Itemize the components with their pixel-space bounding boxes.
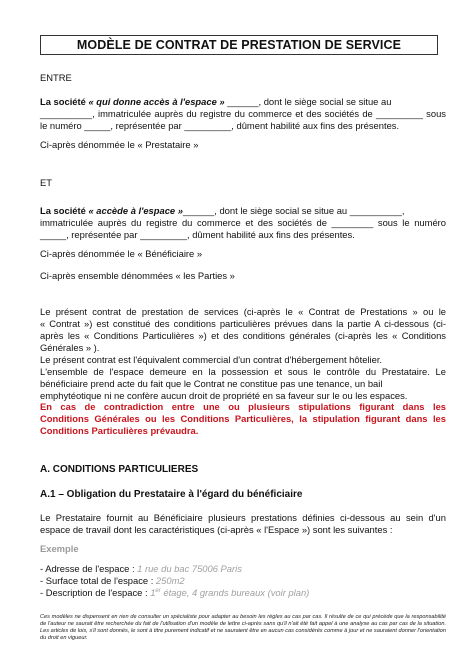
preamble-paragraph: [40, 306, 446, 402]
beneficiary-name: « accède à l'espace »: [88, 205, 183, 216]
item-label: - Adresse de l'espace :: [40, 563, 138, 574]
contradiction-clause: [40, 401, 446, 437]
preamble-line: après les « Conditions Particulières ») et des conditions générales (ci-après les « Conditions: [40, 330, 446, 341]
parties-designation: Ci-après ensemble dénommées « les Parties »: [40, 270, 235, 281]
preamble-line: L'ensemble de l'espace demeure en la possession et sous le contrôle du Prestataire. Le: [40, 366, 446, 377]
provider-line-3: le numéro _____, représentée par _________, dûment habilité aux fins des présentes.: [40, 120, 400, 131]
beneficiary-line-1: [40, 205, 446, 217]
provider-line-2: __________, immatriculée auprès du registre du commerce et des sociétés de _________ sous: [40, 108, 446, 119]
a1-line: Le Prestataire fournit au Bénéficiaire plusieurs prestations définies ci-dessous au sein d'un: [40, 512, 446, 523]
document-title: [40, 35, 438, 55]
preamble-line: « Contrat ») est constitué des conditions particulières prévues dans la partie A ci-dessous (ci-: [40, 318, 446, 329]
item-value: 250m2: [155, 575, 185, 586]
item-label: - Description de l'espace :: [40, 587, 151, 598]
provider-lead: La société: [40, 96, 86, 107]
space-details-list: [40, 563, 446, 599]
preamble-line: Le présent contrat est l'équivalent commercial d'un contrat d'hébergement hôtelier.: [40, 354, 383, 365]
item-ordinal-suffix: er: [155, 587, 161, 594]
provider-name: « qui donne accès à l'espace »: [88, 96, 225, 107]
beneficiary-line-1-rest: ______, dont le siège social se situe au __________,: [182, 205, 405, 216]
provider-line-1-rest: ______, dont le siège social se situe au: [224, 96, 392, 107]
entre-label: ENTRE: [40, 72, 72, 83]
beneficiary-lead: La société: [40, 205, 86, 216]
document-title-text: MODÈLE DE CONTRAT DE PRESTATION DE SERVICE: [76, 38, 402, 52]
preamble-line: Le présent contrat de prestation de services (ci-après le « Contrat de Prestations » ou le: [40, 306, 446, 317]
section-a1-heading: A.1 – Obligation du Prestataire à l'égard du bénéficiaire: [40, 489, 303, 500]
et-label: ET: [40, 177, 52, 188]
a1-line: espace de travail dont les caractéristiques (ci-après « l'Espace ») sont les suivantes :: [40, 524, 393, 535]
item-value: étage, 4 grands bureaux (voir plan): [160, 587, 310, 598]
item-value: 1 rue du bac 75006 Paris: [137, 563, 242, 574]
beneficiary-line-2: immatriculée auprès du registre du commerce et des sociétés de ________ sous le numéro: [40, 217, 446, 228]
a1-paragraph: [40, 512, 446, 536]
beneficiary-line-3: _____, représentée par _________, dûment habilité aux fins des présentes.: [40, 229, 355, 240]
section-a-heading: A. CONDITIONS PARTICULIERES: [40, 464, 199, 475]
beneficiary-designation: Ci-après dénommée le « Bénéficiaire »: [40, 248, 203, 259]
item-label: - Surface total de l'espace :: [40, 575, 156, 586]
item-ordinal: 1: [150, 587, 156, 598]
beneficiary-paragraph: [40, 205, 446, 241]
preamble-line: Générales » ).: [40, 342, 100, 353]
preamble-line: bénéficiaire prend acte du fait que le Contrat ne constitue pas une tenance, un bail: [40, 378, 383, 389]
preamble-line: emphytéotique ni ne confère aucun droit de propriété en sa faveur sur le ou les espaces.: [40, 390, 408, 401]
disclaimer-footer: Ces modèles ne dispensent en rien de consulter un spécialiste pour adapter au besoin les règles au cas par cas. Il résulte de ce qui précède que la responsabilité de l'auteur ne saurait être recherchée du fait de l'utilisation d'un modèle de lettre ci-après sans qu'il n'ait été fait appel à une analyse au cas par cas de la situation. Les articles de lois, s'il sont donnés, le sont à titre purement indicatif et ne sauraient être en aucun cas considérés comme à jour et ne sauraient donner l'orientation du droit en vigueur.: [40, 614, 446, 641]
provider-line-1: [40, 96, 446, 108]
example-label: Exemple: [40, 543, 79, 554]
list-item: [40, 563, 446, 575]
contradiction-line: En cas de contradiction entre une ou plusieurs stipulations figurant dans les: [40, 401, 446, 412]
provider-paragraph: [40, 96, 446, 132]
provider-designation: Ci-après dénommée le « Prestataire »: [40, 139, 199, 150]
contradiction-line: Conditions Particulières prévaudra.: [40, 425, 199, 436]
contradiction-line: Conditions Générales ou les Conditions Particulières, la stipulation figurant dans les: [40, 413, 446, 424]
list-item: [40, 575, 446, 587]
list-item: [40, 587, 446, 599]
